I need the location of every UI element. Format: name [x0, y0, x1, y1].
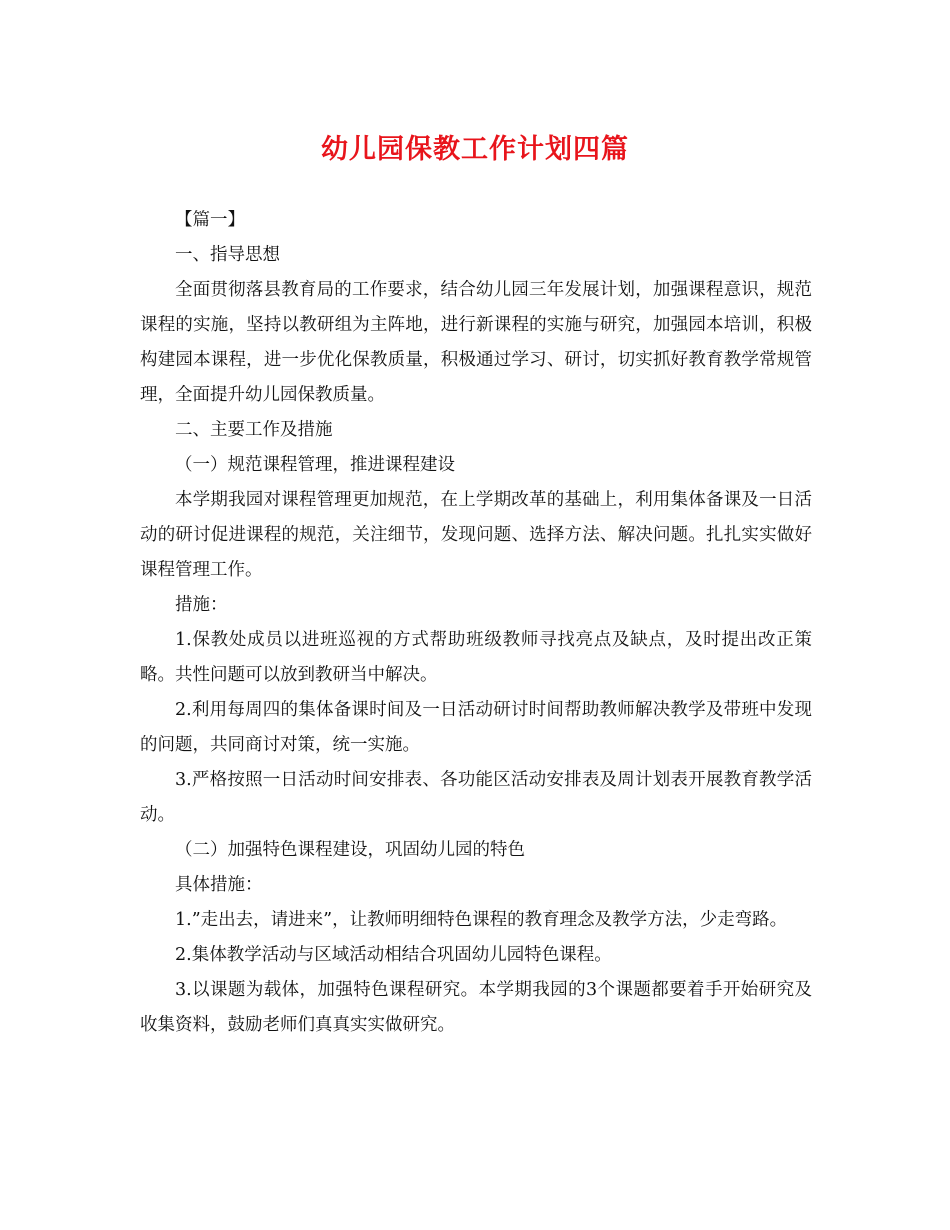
document-body: [140, 203, 812, 1043]
list-item: 3.以课题为载体，加强特色课程研究。本学期我园的3个课题都要着手开始研究及收集资料，鼓励老师们真真实实做研究。: [140, 980, 812, 1035]
list-item: 2.利用每周四的集体备课时间及一日活动研讨时间帮助教师解决教学及带班中发现的问题，共同商讨对策，统一实施。: [140, 700, 812, 755]
label-measures: 措施：: [175, 595, 228, 615]
label-specific-measures: 具体措施：: [175, 875, 263, 895]
list-item: 1.”走出去，请进来”，让教师明细特色课程的教育理念及教学方法，少走弯路。: [175, 910, 788, 930]
heading-main-work: 二、主要工作及措施: [175, 420, 333, 440]
subheading-course-management: （一）规范课程管理，推进课程建设: [175, 455, 455, 475]
list-item: 2.集体教学活动与区域活动相结合巩固幼儿园特色课程。: [175, 945, 612, 965]
subheading-feature-courses: （二）加强特色课程建设，巩固幼儿园的特色: [175, 840, 525, 860]
list-item: 1.保教处成员以进班巡视的方式帮助班级教师寻找亮点及缺点，及时提出改正策略。共性问题可以放到教研当中解决。: [140, 630, 812, 685]
list-item: 3.严格按照一日活动时间安排表、各功能区活动安排表及周计划表开展教育教学活动。: [140, 770, 812, 825]
heading-guiding-ideology: 一、指导思想: [175, 245, 280, 265]
paragraph-course-management: 本学期我园对课程管理更加规范，在上学期改革的基础上，利用集体备课及一日活动的研讨促进课程的规范，关注细节，发现问题、选择方法、解决问题。扎扎实实做好课程管理工作。: [140, 490, 812, 580]
paragraph-guiding-ideology: 全面贯彻落县教育局的工作要求，结合幼儿园三年发展计划，加强课程意识，规范课程的实施，坚持以教研组为主阵地，进行新课程的实施与研究，加强园本培训，积极构建园本课程，进一步优化保教质量，积极通过学习、研讨，切实抓好教育教学常规管理，全面提升幼儿园保教质量。: [140, 280, 812, 405]
document-title: 幼儿园保教工作计划四篇: [321, 134, 629, 165]
section-label: 【篇一】: [175, 210, 245, 230]
